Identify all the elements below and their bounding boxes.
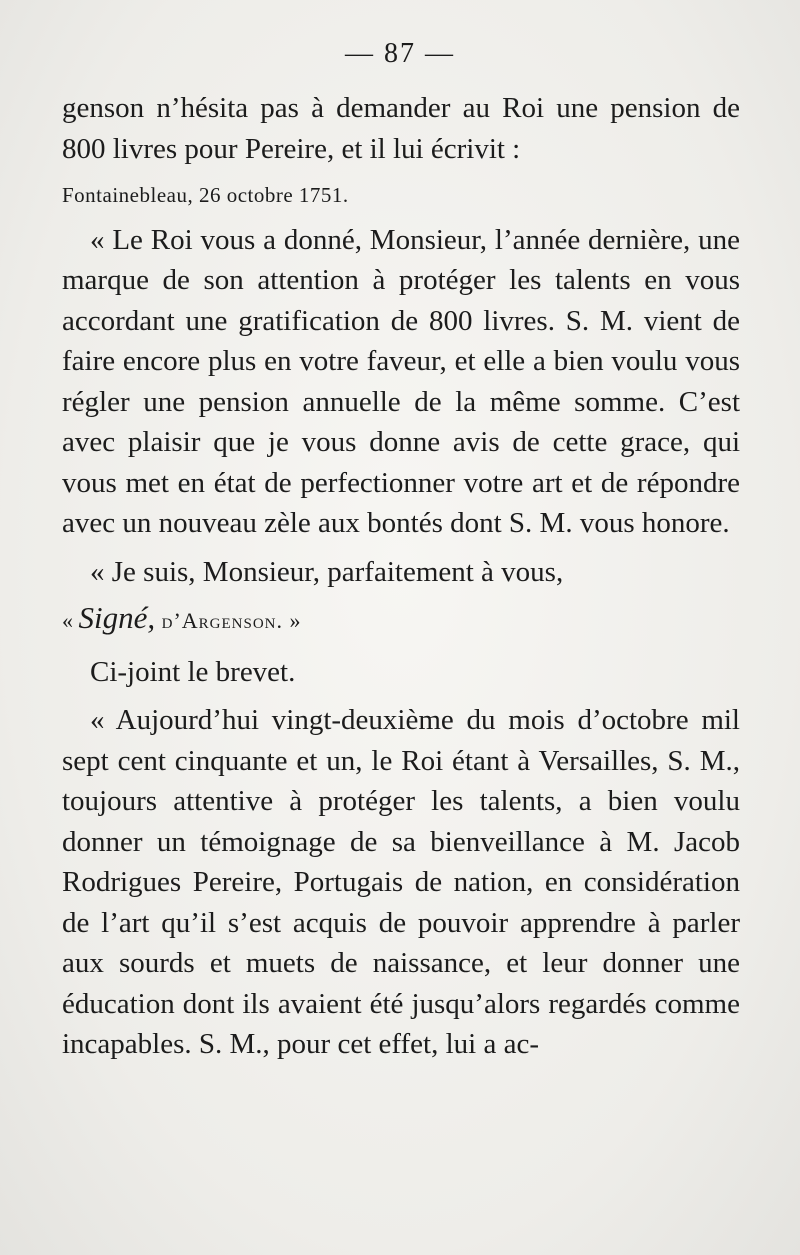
dateline: Fontainebleau, 26 octobre 1751. <box>62 183 349 207</box>
paragraph-brevet-intro: Ci-joint le brevet. <box>90 655 296 688</box>
signature-open-quote: « <box>62 608 79 633</box>
paragraph-brevet: « Aujourd’hui vingt-deuxième du mois d’octobre mil sept cent cinquante et un, le Roi étant à Versailles, S. M., toujours attentive à protéger les talents, a bien voulu donner un témoignage de sa bienveillance à M. Jacob Rodrigues Pereire, Portugais de nation, en considération de l’art qu’il s’est acquis de pouvoir apprendre à parler aux sourds et muets de naissance, et leur donner une éducation dont ils avaient été jusqu’alors regardés comme incapables. S. M., pour cet effet, lui a ac- <box>62 704 740 1060</box>
paragraph-closing: « Je suis, Monsieur, parfaitement à vous, <box>90 555 564 588</box>
signature-word: Signé, <box>78 600 156 635</box>
paragraph-letter: « Le Roi vous a donné, Monsieur, l’année dernière, une marque de son attention à protéger les talents en vous accordant une gratification de 800 livres. S. M. vient de faire encore plus en votre faveur, et elle a bien voulu vous régler une pension annuelle de la même somme. C’est avec plaisir que je vous donne avis de cette grace, qui vous met en état de perfectionner votre art et de répondre avec un nouveau zèle aux bontés dont S. M. vous honore. <box>62 223 740 539</box>
body-text <box>62 88 740 1065</box>
signature-line <box>62 598 740 642</box>
paragraph-intro: genson n’hésita pas à demander au Roi une pension de 800 livres pour Pereire, et il lui écrivit : <box>62 92 740 165</box>
signature-name: d’Argenson. » <box>155 608 302 633</box>
page-number: — 87 — <box>345 38 455 69</box>
